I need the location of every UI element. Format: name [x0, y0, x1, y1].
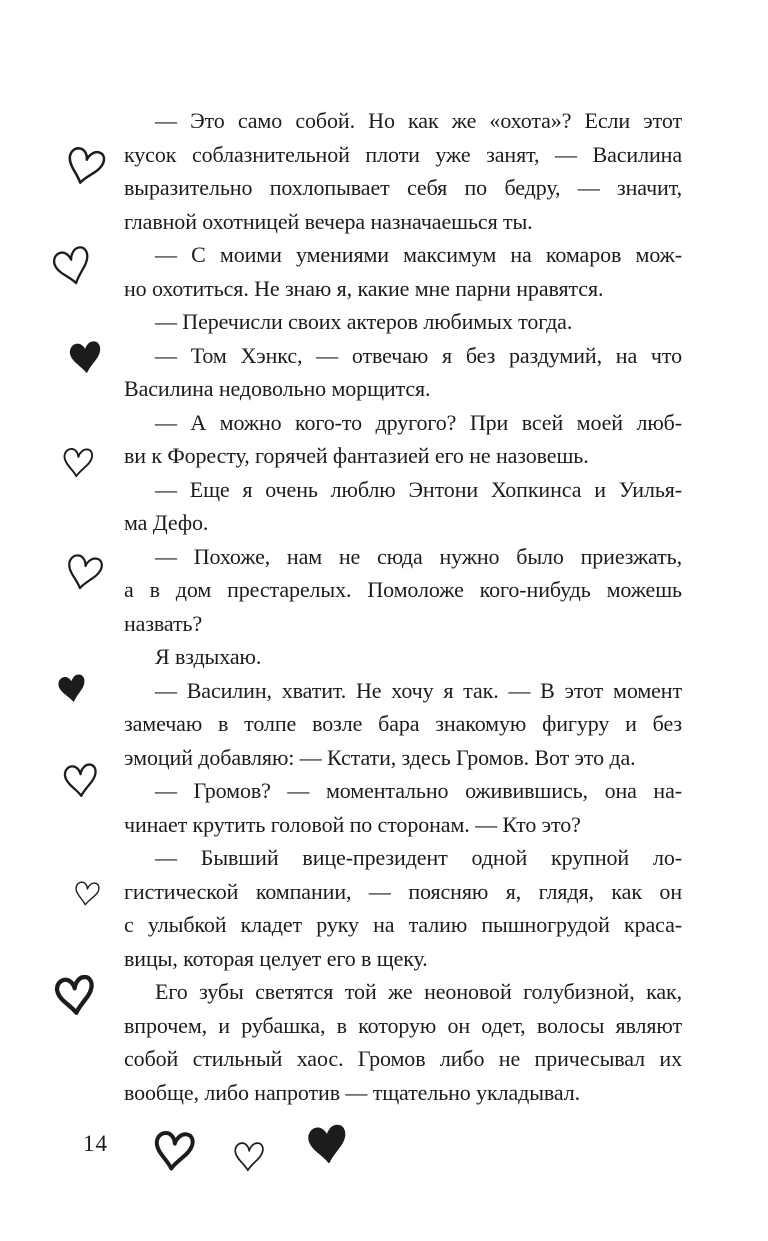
- paragraph: [124, 305, 682, 339]
- heart-outline-icon: [59, 544, 109, 601]
- heart-outline-icon: [60, 443, 97, 483]
- text-line: эмоций добавляю: — Кстати, здесь Громов. Вот это да.: [124, 744, 636, 770]
- heart-outline-icon: [46, 236, 100, 299]
- text-line: чинает крутить головой по сторонам. — Кто это?: [124, 811, 581, 837]
- text-line: ма Дефо.: [124, 510, 209, 535]
- text-line: выразительно похлопывает себя по бедру, — значит,: [124, 175, 682, 200]
- text-line: ви к Форесту, горячей фантазией его не назовешь.: [124, 443, 589, 468]
- heart-outline-icon: [230, 1139, 267, 1174]
- text-line: — Еще я очень люблю Энтони Хопкинса и Уилья-: [155, 476, 682, 502]
- text-line: а в дом престарелых. Помоложе кого-нибудь можешь: [124, 577, 682, 602]
- text-line: Я вздыхаю.: [155, 644, 262, 669]
- heart-outline-icon: [71, 876, 102, 913]
- heart-outline-icon: [51, 968, 99, 1024]
- paragraph: [124, 841, 682, 975]
- text-line: — Том Хэнкс, — отвечаю я без раздумий, на что: [155, 342, 682, 368]
- text-line: — Бывший вице-президент одной крупной ло-: [155, 845, 682, 870]
- text-line: вицы, которая целует его в щеку.: [124, 945, 428, 971]
- text-line: Василина недовольно морщится.: [124, 376, 431, 401]
- text-column: [124, 104, 682, 1109]
- text-line: — Громов? — моментально оживившись, она на-: [155, 778, 682, 803]
- heart-outline-icon: [60, 756, 101, 807]
- paragraph: [124, 406, 682, 473]
- text-line: но охотиться. Не знаю я, какие мне парни нравятся.: [124, 275, 604, 301]
- text-line: гистической компании, — поясняю я, глядя, как он: [124, 878, 682, 904]
- paragraph: [124, 540, 682, 641]
- text-line: главной охотницей вечера назначаешься ты.: [124, 208, 533, 234]
- text-line: впрочем, и рубашка, в которую он одет, волосы являют: [124, 1012, 682, 1038]
- heart-filled-icon: [55, 668, 91, 710]
- paragraph: [124, 640, 682, 674]
- paragraph: [124, 774, 682, 841]
- text-line: — Это само собой. Но как же «охота»? Если этот: [155, 108, 682, 133]
- text-line: собой стильный хаос. Громов либо не причесывал их: [124, 1046, 682, 1071]
- paragraph: [124, 238, 682, 305]
- text-line: назвать?: [124, 610, 203, 636]
- paragraph: [124, 473, 682, 540]
- page-number: 14: [83, 1131, 108, 1156]
- text-line: вообще, либо напротив — тщательно укладывал.: [124, 1079, 581, 1105]
- text-line: Его зубы светятся той же неоновой голубизной, как,: [155, 979, 682, 1004]
- paragraph: [124, 674, 682, 775]
- text-line: замечаю в толпе возле бара знакомую фигуру и без: [124, 711, 682, 736]
- text-line: — А можно кого-то другого? При всей моей люб-: [155, 409, 682, 435]
- heart-filled-icon: [66, 334, 106, 382]
- paragraph: [124, 975, 682, 1109]
- text-line: — С моими умениями максимум на комаров мож-: [155, 242, 682, 267]
- text-line: — Василин, хватит. Не хочу я так. — В этот момент: [155, 677, 682, 703]
- heart-outline-icon: [149, 1122, 199, 1181]
- heart-filled-icon: [304, 1118, 353, 1172]
- text-line: с улыбкой кладет руку на талию пышногрудой краса-: [124, 912, 682, 937]
- text-line: кусок соблазнительной плоти уже занят, — Василина: [124, 141, 682, 167]
- heart-outline-icon: [59, 138, 112, 197]
- paragraph: [124, 339, 682, 406]
- text-line: — Перечисли своих актеров любимых тогда.: [155, 309, 573, 334]
- paragraph: [124, 104, 682, 238]
- text-line: — Похоже, нам не сюда нужно было приезжать,: [155, 543, 682, 569]
